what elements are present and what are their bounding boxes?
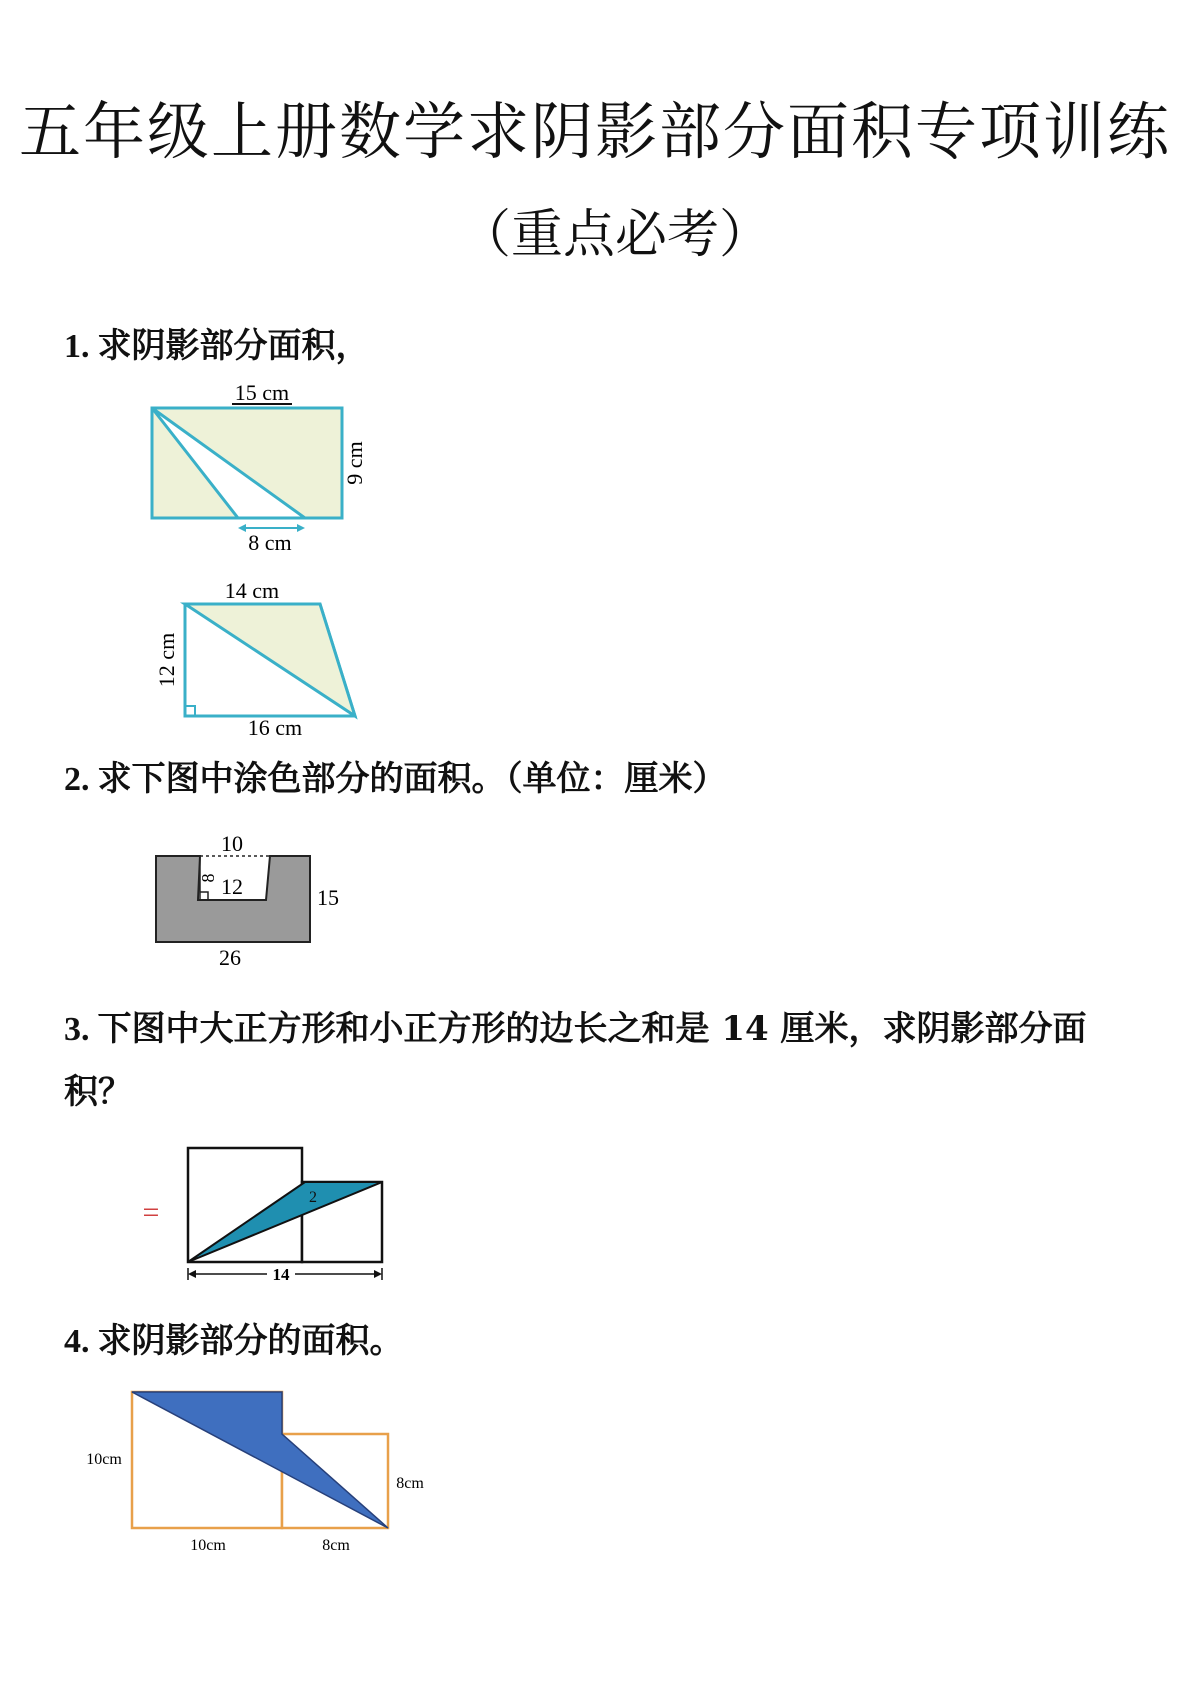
q3-small-square-label: 2 <box>309 1189 317 1206</box>
q3-arrowhead-right <box>374 1270 382 1278</box>
question-4-text: 求阴影部分的面积。 <box>97 1321 404 1361</box>
q2-figure <box>140 832 360 974</box>
q3-bottom-label: 14 <box>272 1265 290 1284</box>
question-1 <box>64 315 370 378</box>
q4-figure <box>74 1382 454 1556</box>
q1-rect-bottom-label: 8 cm <box>248 530 292 555</box>
q4-right-label: 8cm <box>396 1475 424 1492</box>
q3-left-mark: = <box>142 1196 160 1229</box>
q2-shaded-region <box>156 856 310 942</box>
q1-rect-top-label: 15 cm <box>234 380 290 405</box>
question-3-text-line1: 下图中大正方形和小正方形的边长之和是 14 厘米，求阴影部分面 <box>97 1009 1087 1049</box>
q2-right-angle-mark <box>200 892 208 900</box>
question-4 <box>64 1310 404 1373</box>
q1-trap-bottom-label: 16 cm <box>247 715 303 738</box>
q2-right-label: 15 <box>317 885 339 910</box>
q4-bottom-right-label: 8cm <box>322 1537 350 1554</box>
question-3 <box>64 998 1087 1123</box>
question-1-text: 求阴影部分面积， <box>97 326 370 366</box>
question-3-number: 3. <box>64 1011 90 1048</box>
page-subtitle: （重点必考） <box>458 205 771 265</box>
q2-top-label: 10 <box>221 832 243 856</box>
q1-trap-left-label: 12 cm <box>154 632 179 688</box>
q3-arrowhead-left <box>188 1270 196 1278</box>
q1-figure-rectangle <box>130 380 390 560</box>
question-4-number: 4. <box>64 1323 90 1360</box>
q2-inner-bottom-label: 12 <box>221 874 243 899</box>
q1-rect-arrowhead-left <box>238 524 246 532</box>
question-3-text-line2: 积？ <box>64 1072 132 1112</box>
q1-rect-right-label: 9 cm <box>342 441 367 485</box>
question-2-number: 2. <box>64 761 90 798</box>
q3-figure <box>125 1138 405 1288</box>
q4-left-label: 10cm <box>86 1451 122 1468</box>
question-1-number: 1. <box>64 328 90 365</box>
page-title: 五年级上册数学求阴影部分面积专项训练 <box>18 95 1171 168</box>
q1-trap-top-label: 14 cm <box>224 578 280 603</box>
question-2-text: 求下图中涂色部分的面积。（单位：厘米） <box>97 759 727 799</box>
q1-rect-arrowhead-right <box>297 524 305 532</box>
q2-depth-label: 8 <box>198 873 218 883</box>
q1-figure-trapezoid <box>150 578 380 738</box>
question-2 <box>64 748 727 811</box>
q2-bottom-label: 26 <box>219 945 241 970</box>
q4-bottom-left-label: 10cm <box>190 1537 226 1554</box>
